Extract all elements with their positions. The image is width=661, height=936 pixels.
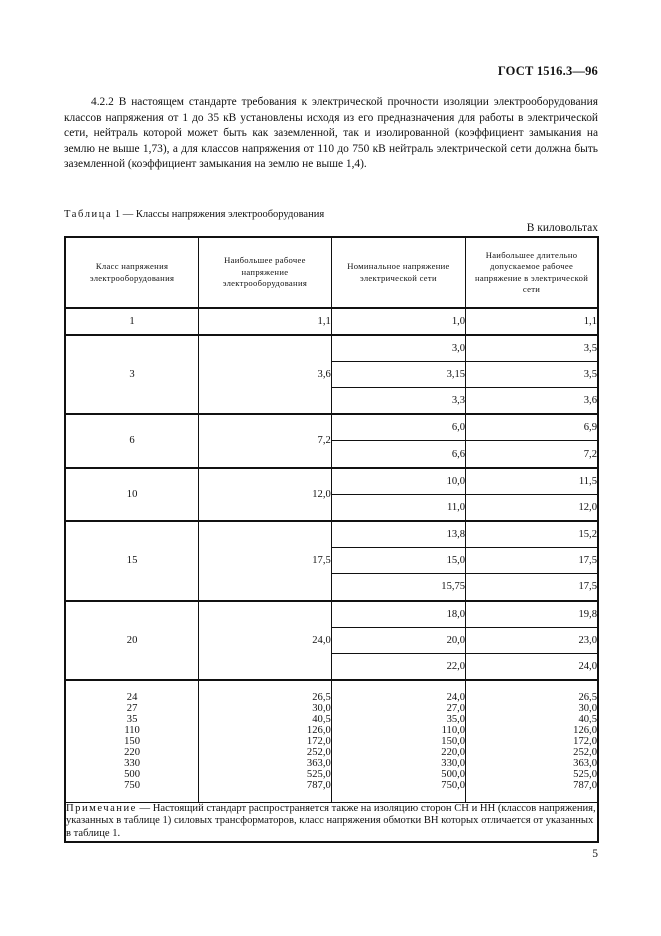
- cell-nominal-network-voltage: 500,0: [441, 769, 466, 781]
- cell-nominal-network-voltage: 13,8: [331, 521, 465, 548]
- cell-nominal-network-voltage: 15,75: [331, 574, 465, 601]
- cell-nominal-network-voltage: 1,0: [331, 308, 465, 335]
- table-note: [65, 802, 598, 841]
- cell-max-equipment-voltage-stack: [199, 680, 332, 802]
- header-voltage-class: Класс напряжения электрооборудования: [65, 237, 199, 308]
- cell-voltage-class: 15: [65, 521, 199, 601]
- cell-max-equipment-voltage: 24,0: [199, 601, 332, 681]
- cell-max-long-term-voltage: 17,5: [466, 547, 598, 574]
- cell-nominal-network-voltage: 6,0: [331, 414, 465, 441]
- page-number: 5: [592, 848, 598, 860]
- cell-voltage-class: 750: [124, 780, 140, 792]
- cell-nominal-network-voltage-stack: [331, 680, 465, 802]
- cell-voltage-class: 110: [124, 724, 140, 736]
- table-row: [65, 601, 598, 628]
- cell-max-long-term-voltage: 172,0: [573, 736, 597, 748]
- cell-max-equipment-voltage: 363,0: [306, 758, 331, 770]
- table-row: [65, 335, 598, 362]
- cell-voltage-class: 24: [126, 691, 138, 703]
- cell-max-equipment-voltage: 172,0: [306, 736, 331, 748]
- cell-nominal-network-voltage: 35,0: [446, 713, 466, 725]
- cell-max-equipment-voltage: 17,5: [199, 521, 332, 601]
- cell-max-long-term-voltage: 3,5: [466, 335, 598, 362]
- table-caption-title: 1 — Классы напряжения электрооборудования: [112, 209, 325, 220]
- table-header-row: [65, 237, 598, 308]
- cell-nominal-network-voltage: 3,15: [331, 361, 465, 388]
- cell-max-long-term-voltage: 126,0: [573, 724, 597, 736]
- cell-max-long-term-voltage: 23,0: [466, 627, 598, 654]
- cell-voltage-class: 330: [124, 758, 140, 770]
- cell-max-long-term-voltage: 19,8: [466, 601, 598, 628]
- cell-voltage-class-stack: [65, 680, 199, 802]
- cell-nominal-network-voltage: 10,0: [331, 468, 465, 495]
- cell-voltage-class: 27: [126, 702, 138, 714]
- cell-max-equipment-voltage: 126,0: [306, 724, 331, 736]
- cell-max-long-term-voltage: 363,0: [573, 758, 597, 770]
- cell-max-equipment-voltage: 252,0: [306, 747, 331, 759]
- cell-max-long-term-voltage: 787,0: [573, 780, 597, 792]
- cell-nominal-network-voltage: 6,6: [331, 441, 465, 468]
- cell-max-long-term-voltage: 15,2: [466, 521, 598, 548]
- cell-max-long-term-voltage: 17,5: [466, 574, 598, 601]
- cell-nominal-network-voltage: 330,0: [441, 758, 466, 770]
- cell-voltage-class: 20: [65, 601, 199, 681]
- note-label: Примечание: [66, 802, 137, 814]
- cell-nominal-network-voltage: 220,0: [441, 747, 466, 759]
- cell-nominal-network-voltage: 3,3: [331, 388, 465, 415]
- cell-max-long-term-voltage: 7,2: [466, 441, 598, 468]
- cell-max-equipment-voltage: 1,1: [199, 308, 332, 335]
- table-note-row: [65, 802, 598, 841]
- cell-max-equipment-voltage: 12,0: [199, 468, 332, 521]
- cell-max-equipment-voltage: 26,5: [312, 691, 331, 703]
- voltage-classes-table: [64, 236, 599, 843]
- cell-nominal-network-voltage: 22,0: [331, 654, 465, 681]
- cell-max-equipment-voltage: 525,0: [306, 769, 331, 781]
- cell-nominal-network-voltage: 20,0: [331, 627, 465, 654]
- table-row: [65, 414, 598, 441]
- cell-max-long-term-voltage-stack: [466, 680, 598, 802]
- cell-voltage-class: 35: [126, 713, 138, 725]
- table-row: [65, 468, 598, 495]
- cell-max-long-term-voltage: 252,0: [573, 747, 597, 759]
- cell-max-long-term-voltage: 24,0: [466, 654, 598, 681]
- cell-max-equipment-voltage: 7,2: [199, 414, 332, 467]
- table-caption-label: Таблица: [64, 209, 113, 220]
- cell-voltage-class: 3: [65, 335, 199, 415]
- table-row: [65, 308, 598, 335]
- cell-max-long-term-voltage: 6,9: [466, 414, 598, 441]
- cell-max-long-term-voltage: 26,5: [578, 691, 597, 703]
- table-units: В киловольтах: [526, 222, 598, 234]
- cell-nominal-network-voltage: 27,0: [446, 702, 466, 714]
- cell-max-equipment-voltage: 3,6: [199, 335, 332, 415]
- cell-nominal-network-voltage: 3,0: [331, 335, 465, 362]
- cell-nominal-network-voltage: 110,0: [441, 724, 466, 736]
- table-row: [65, 521, 598, 548]
- cell-max-long-term-voltage: 40,5: [578, 713, 597, 725]
- cell-max-long-term-voltage: 3,5: [466, 361, 598, 388]
- cell-voltage-class: 220: [124, 747, 140, 759]
- cell-voltage-class: 6: [65, 414, 199, 467]
- cell-voltage-class: 150: [124, 736, 140, 748]
- header-max-long-term-voltage: Наибольшее длительно допускаемое рабочее напряжение в электрической сети: [466, 237, 598, 308]
- cell-voltage-class: 10: [65, 468, 199, 521]
- cell-max-long-term-voltage: 11,5: [466, 468, 598, 495]
- clause-paragraph: 4.2.2 В настоящем стандарте требования к электрической прочности изоляции электрооборудования классов напряжения от 1 до 35 кВ установлены исходя из его предназначения для работы в электрической сети, нейтраль которой может быть как заземленной, так и изолированной (коэффициент замыкания на землю не выше 1,73), а для классов напряжения от 110 до 750 кВ нейтраль электрической сети должна быть заземленной (коэффициент замыкания на землю не выше 1,4).: [64, 96, 598, 171]
- cell-nominal-network-voltage: 24,0: [446, 691, 466, 703]
- header-nominal-network-voltage: Номинальное напряжение электрической сети: [331, 237, 465, 308]
- cell-max-equipment-voltage: 40,5: [312, 713, 331, 725]
- cell-nominal-network-voltage: 18,0: [331, 601, 465, 628]
- cell-nominal-network-voltage: 15,0: [331, 547, 465, 574]
- cell-max-long-term-voltage: 3,6: [466, 388, 598, 415]
- cell-voltage-class: 500: [124, 769, 140, 781]
- cell-max-equipment-voltage: 787,0: [306, 780, 331, 792]
- table-row-high-voltage: [65, 680, 598, 802]
- cell-nominal-network-voltage: 750,0: [441, 780, 466, 792]
- cell-nominal-network-voltage: 150,0: [441, 736, 466, 748]
- cell-max-long-term-voltage: 1,1: [466, 308, 598, 335]
- cell-max-long-term-voltage: 525,0: [573, 769, 597, 781]
- cell-voltage-class: 1: [65, 308, 199, 335]
- cell-max-long-term-voltage: 12,0: [466, 494, 598, 521]
- table-caption: [64, 209, 324, 220]
- standard-header: ГОСТ 1516.3—96: [497, 64, 598, 78]
- cell-max-long-term-voltage: 30,0: [578, 702, 597, 714]
- cell-nominal-network-voltage: 11,0: [331, 494, 465, 521]
- cell-max-equipment-voltage: 30,0: [312, 702, 331, 714]
- header-max-equipment-voltage: Наибольшее рабочее напряжение электрооборудования: [199, 237, 332, 308]
- note-text: — Настоящий стандарт распространяется также на изоляцию сторон СН и НН (классов напряжения, указанных в таблице 1) силовых трансформаторов, класс напряжения обмотки ВН которых отличается от указанных в таблице 1.: [66, 802, 596, 839]
